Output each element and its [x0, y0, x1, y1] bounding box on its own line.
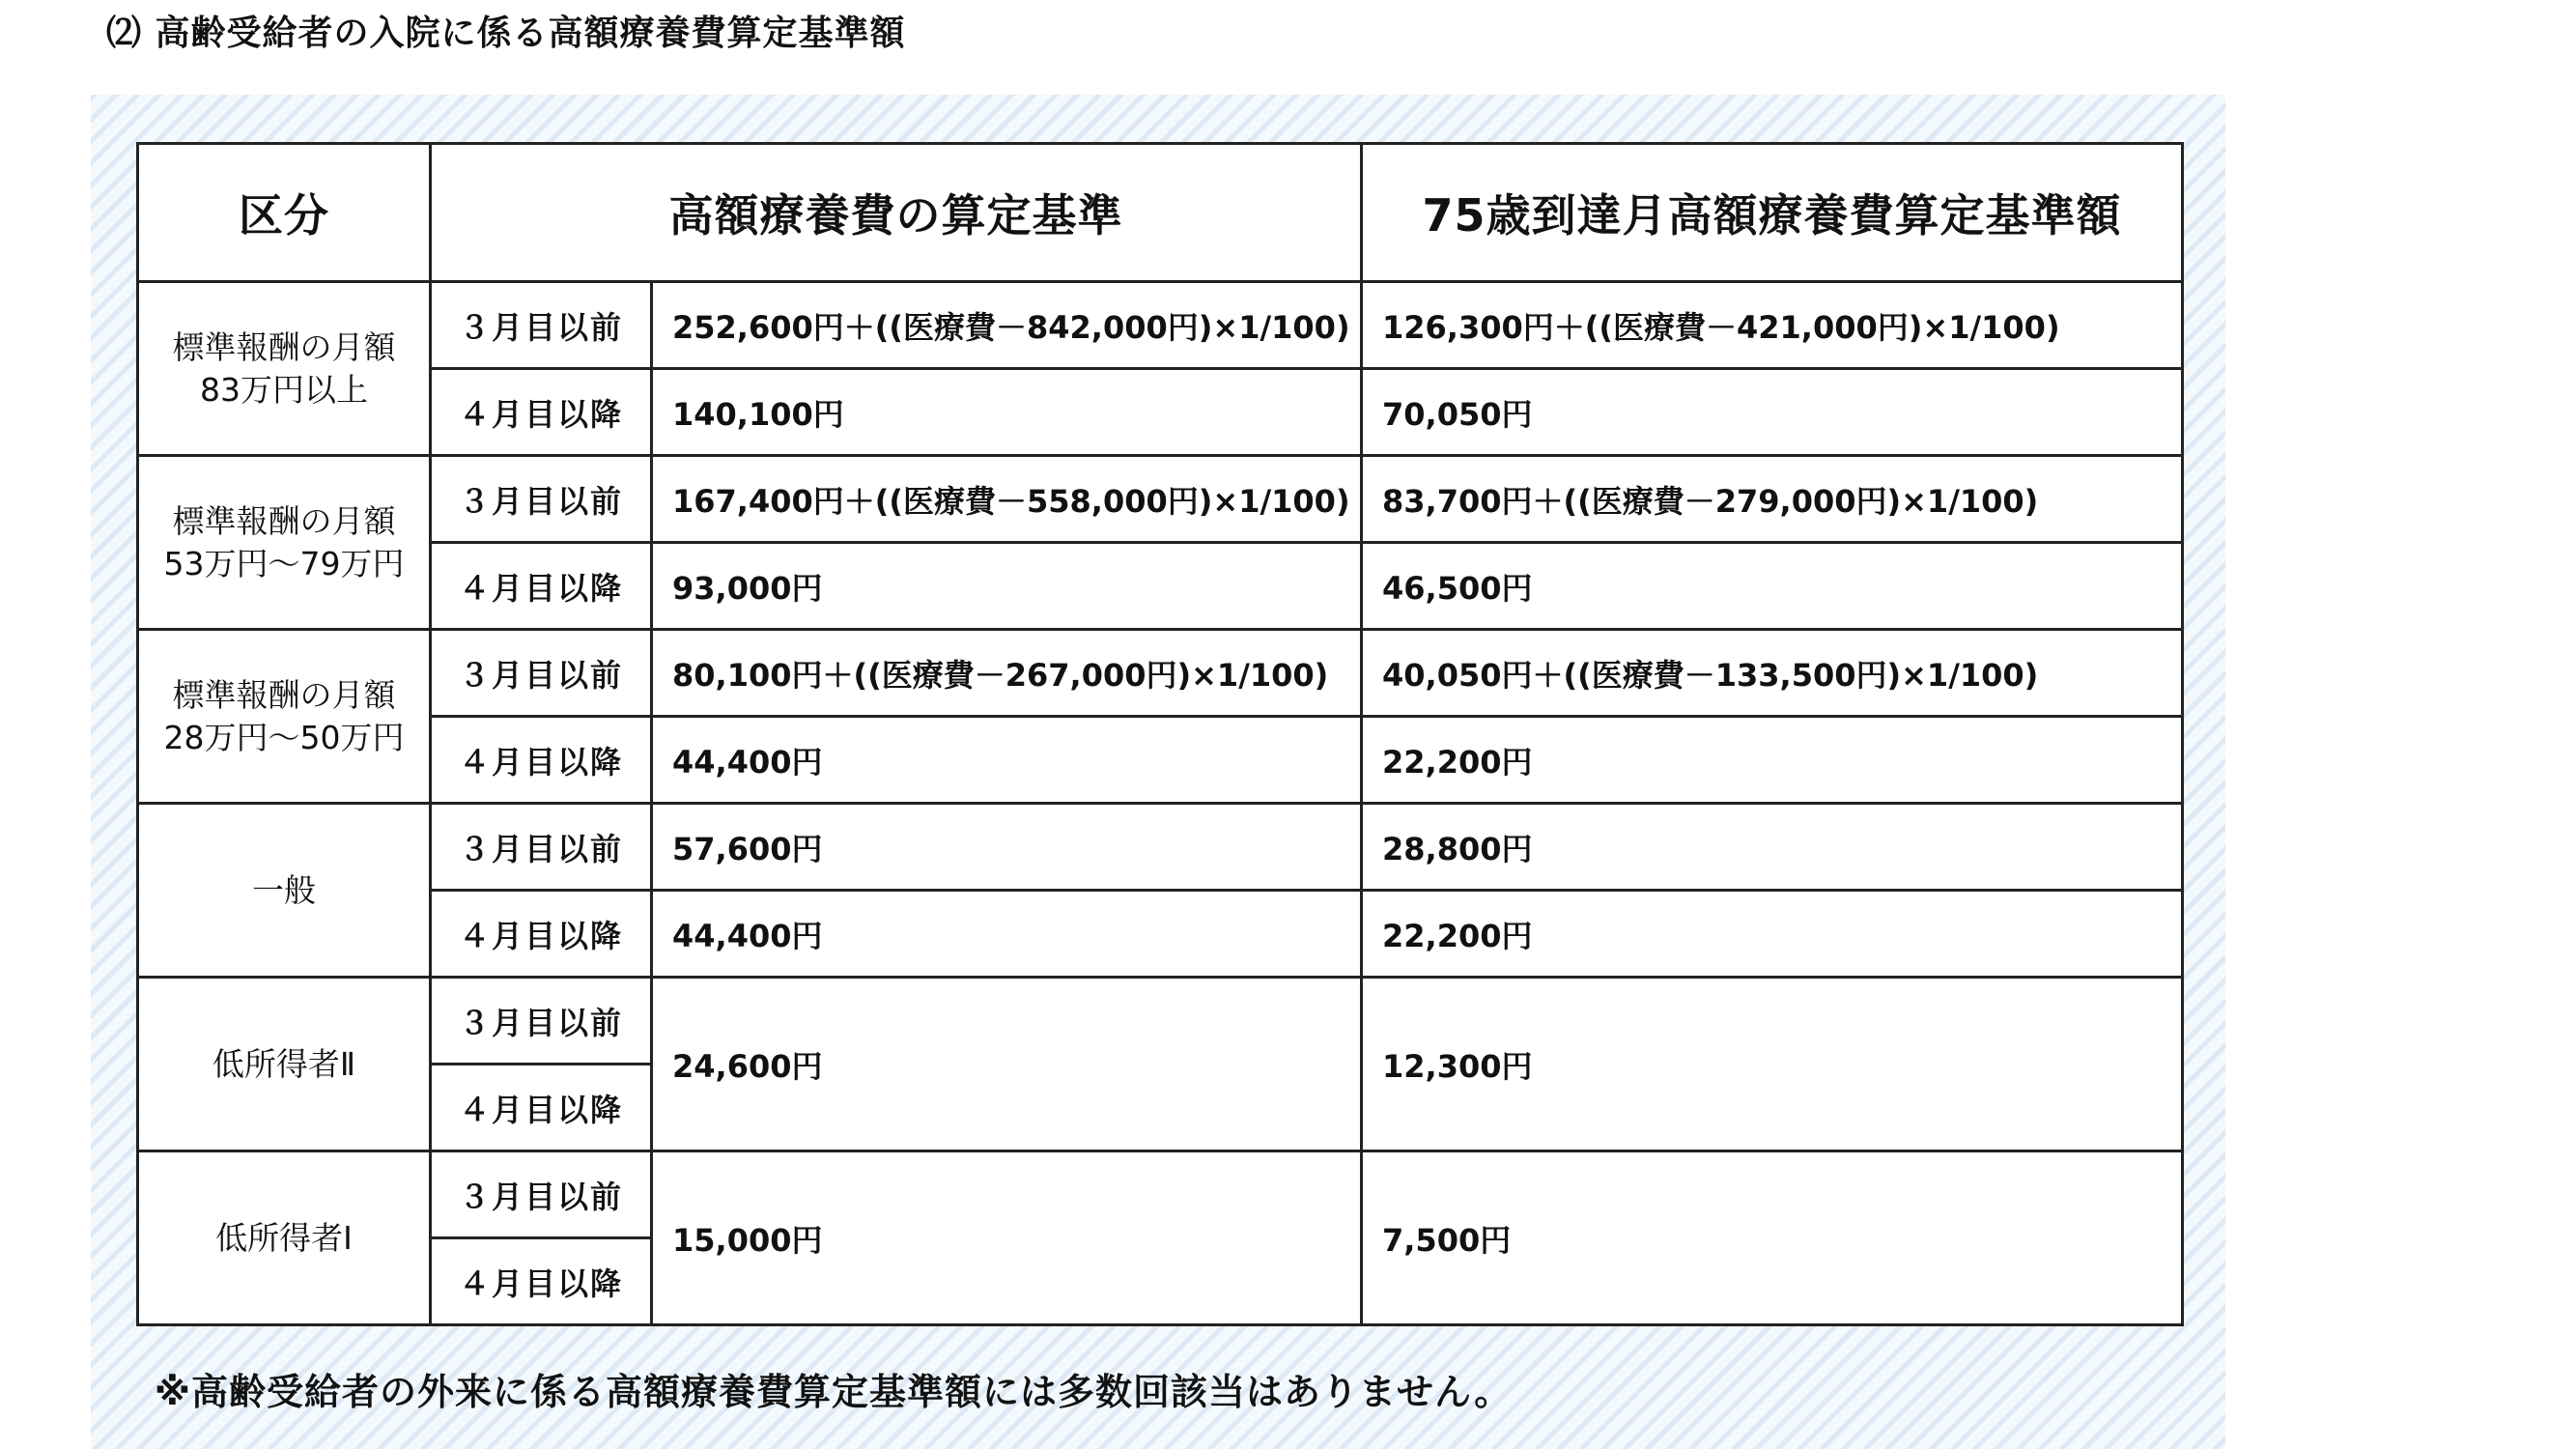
table-row — [138, 804, 2183, 891]
table-row — [138, 543, 2183, 630]
age75-amount-cell: 22,200円 — [1362, 717, 2183, 804]
period-cell: ４月目以降 — [431, 717, 652, 804]
category-label: 低所得者Ⅱ — [212, 1044, 356, 1083]
period-cell: ４月目以降 — [431, 543, 652, 630]
category-cell — [138, 456, 431, 630]
age75-amount-cell: 70,050円 — [1362, 369, 2183, 456]
category-label: 標準報酬の月額 — [172, 675, 396, 714]
standard-amount-cell: 44,400円 — [652, 717, 1362, 804]
standard-amount-cell: 252,600円＋((医療費－842,000円)×1/100) — [652, 282, 1362, 369]
footnote: ※高齢受給者の外来に係る高額療養費算定基準額には多数回該当はありません。 — [155, 1371, 1513, 1413]
period-cell: ３月目以前 — [431, 630, 652, 717]
period-cell: ３月目以前 — [431, 1151, 652, 1238]
table-row — [138, 630, 2183, 717]
category-cell — [138, 804, 431, 978]
period-cell: ４月目以降 — [431, 891, 652, 978]
table-row — [138, 891, 2183, 978]
period-cell: ４月目以降 — [431, 1065, 652, 1151]
standard-amount-cell: 80,100円＋((医療費－267,000円)×1/100) — [652, 630, 1362, 717]
standard-amount-cell: 24,600円 — [652, 978, 1362, 1151]
header-standard: 高額療養費の算定基準 — [431, 144, 1362, 282]
age75-amount-cell: 46,500円 — [1362, 543, 2183, 630]
period-cell: ３月目以前 — [431, 978, 652, 1065]
standard-amount-cell: 167,400円＋((医療費－558,000円)×1/100) — [652, 456, 1362, 543]
table-row — [138, 369, 2183, 456]
category-label: 28万円～50万円 — [163, 718, 405, 756]
category-label: 低所得者Ⅰ — [215, 1218, 353, 1257]
category-cell — [138, 1151, 431, 1325]
section-heading: ⑵ 高齢受給者の入院に係る高額療養費算定基準額 — [106, 14, 906, 53]
table-row — [138, 282, 2183, 369]
age75-amount-cell: 7,500円 — [1362, 1151, 2183, 1325]
table-row — [138, 456, 2183, 543]
age75-amount-cell: 126,300円＋((医療費－421,000円)×1/100) — [1362, 282, 2183, 369]
age75-amount-cell: 40,050円＋((医療費－133,500円)×1/100) — [1362, 630, 2183, 717]
table-body — [138, 282, 2183, 1325]
age75-amount-cell: 83,700円＋((医療費－279,000円)×1/100) — [1362, 456, 2183, 543]
period-cell: ３月目以前 — [431, 282, 652, 369]
category-label: 一般 — [252, 870, 316, 909]
standard-amount-cell: 140,100円 — [652, 369, 1362, 456]
period-cell: ３月目以前 — [431, 804, 652, 891]
header-age75: 75歳到達月高額療養費算定基準額 — [1362, 144, 2183, 282]
age75-amount-cell: 12,300円 — [1362, 978, 2183, 1151]
table-row — [138, 978, 2183, 1065]
category-label: 53万円～79万円 — [163, 544, 405, 582]
fee-table — [136, 142, 2184, 1326]
category-label: 83万円以上 — [200, 370, 368, 409]
age75-amount-cell: 22,200円 — [1362, 891, 2183, 978]
category-label: 標準報酬の月額 — [172, 501, 396, 540]
category-cell — [138, 630, 431, 804]
period-cell: ４月目以降 — [431, 1238, 652, 1325]
category-label: 標準報酬の月額 — [172, 327, 396, 366]
period-cell: ４月目以降 — [431, 369, 652, 456]
header-category: 区分 — [138, 144, 431, 282]
age75-amount-cell: 28,800円 — [1362, 804, 2183, 891]
category-cell — [138, 282, 431, 456]
standard-amount-cell: 15,000円 — [652, 1151, 1362, 1325]
period-cell: ３月目以前 — [431, 456, 652, 543]
standard-amount-cell: 44,400円 — [652, 891, 1362, 978]
table-row — [138, 1151, 2183, 1238]
table-header-row — [138, 144, 2183, 282]
standard-amount-cell: 93,000円 — [652, 543, 1362, 630]
table-row — [138, 717, 2183, 804]
category-cell — [138, 978, 431, 1151]
standard-amount-cell: 57,600円 — [652, 804, 1362, 891]
